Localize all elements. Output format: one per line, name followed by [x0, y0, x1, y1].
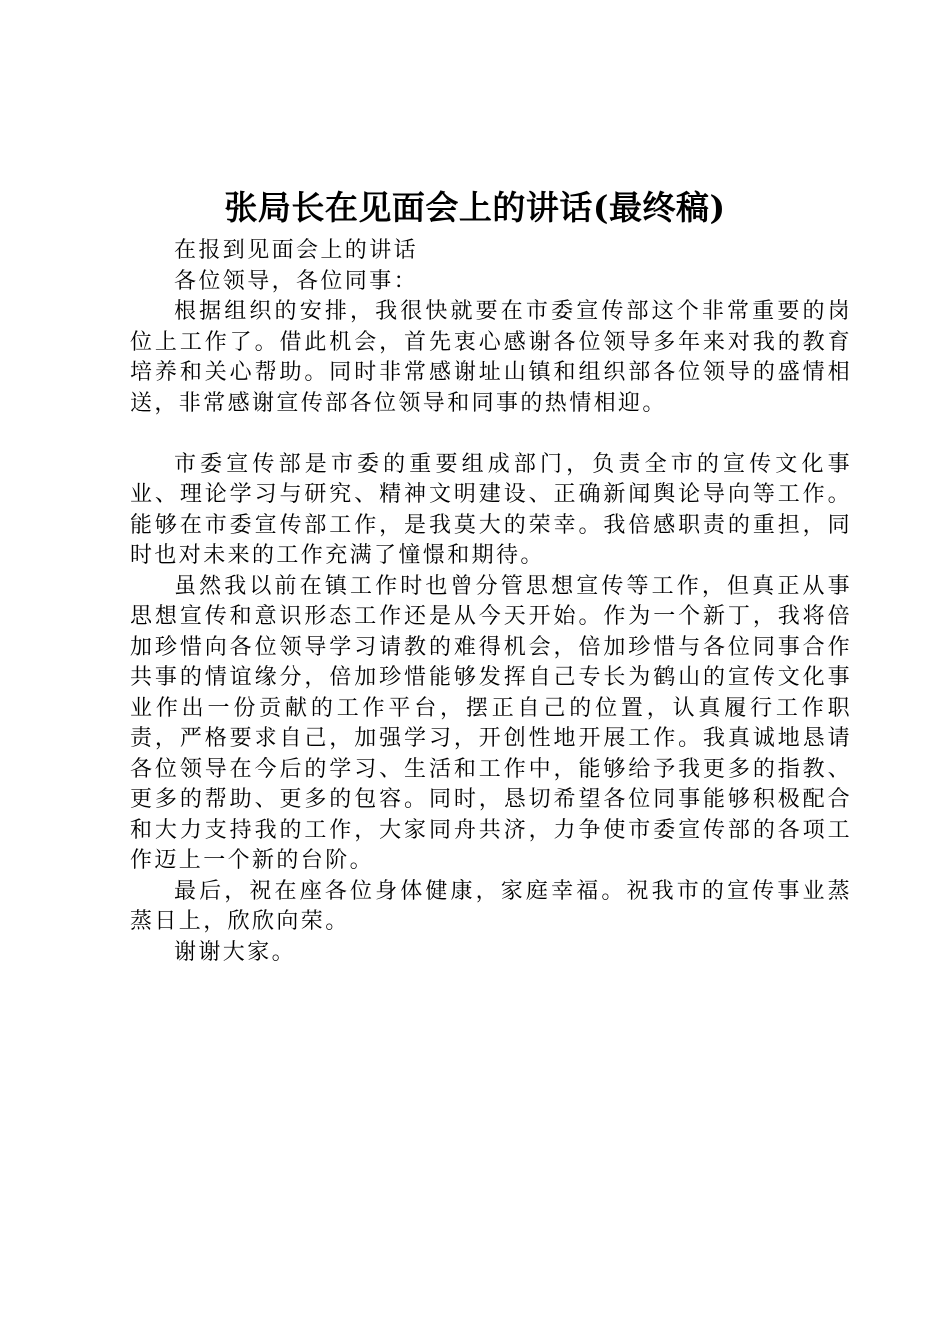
document-body: [130, 236, 852, 968]
paragraph-department-intro: 市委宣传部是市委的重要组成部门，负责全市的宣传文化事业、理论学习与研究、精神文明建设、正确新闻舆论导向等工作。能够在市委宣传部工作，是我莫大的荣幸。我倍感职责的重担，同时也对未来的工作充满了憧憬和期待。: [130, 451, 852, 568]
document-title: 张局长在见面会上的讲话(最终稿): [224, 188, 726, 227]
paragraph-gratitude: 根据组织的安排，我很快就要在市委宣传部这个非常重要的岗位上工作了。借此机会，首先衷心感谢各位领导多年来对我的教育培养和关心帮助。同时非常感谢址山镇和组织部各位领导的盛情相送，非常感谢宣传部各位领导和同事的热情相迎。: [130, 299, 852, 416]
paragraph-commitment: 虽然我以前在镇工作时也曾分管思想宣传等工作，但真正从事思想宣传和意识形态工作还是从今天开始。作为一个新丁，我将倍加珍惜向各位领导学习请教的难得机会，倍加珍惜与各位同事合作共事的情谊缘分，倍加珍惜能够发挥自己专长为鹤山的宣传文化事业作出一份贡献的工作平台，摆正自己的位置，认真履行工作职责，严格要求自己，加强学习，开创性地开展工作。我真诚地恳请各位领导在今后的学习、生活和工作中，能够给予我更多的指教、更多的帮助、更多的包容。同时，恳切希望各位同事能够积极配合和大力支持我的工作，大家同舟共济，力争使市委宣传部的各项工作迈上一个新的台阶。: [130, 573, 852, 873]
paragraph-thanks: 谢谢大家。: [174, 939, 297, 965]
salutation: 各位领导，各位同事：: [174, 268, 419, 294]
paragraph-closing-wishes: 最后，祝在座各位身体健康，家庭幸福。祝我市的宣传事业蒸蒸日上，欣欣向荣。: [130, 878, 852, 934]
speech-subtitle: 在报到见面会上的讲话: [174, 238, 419, 263]
